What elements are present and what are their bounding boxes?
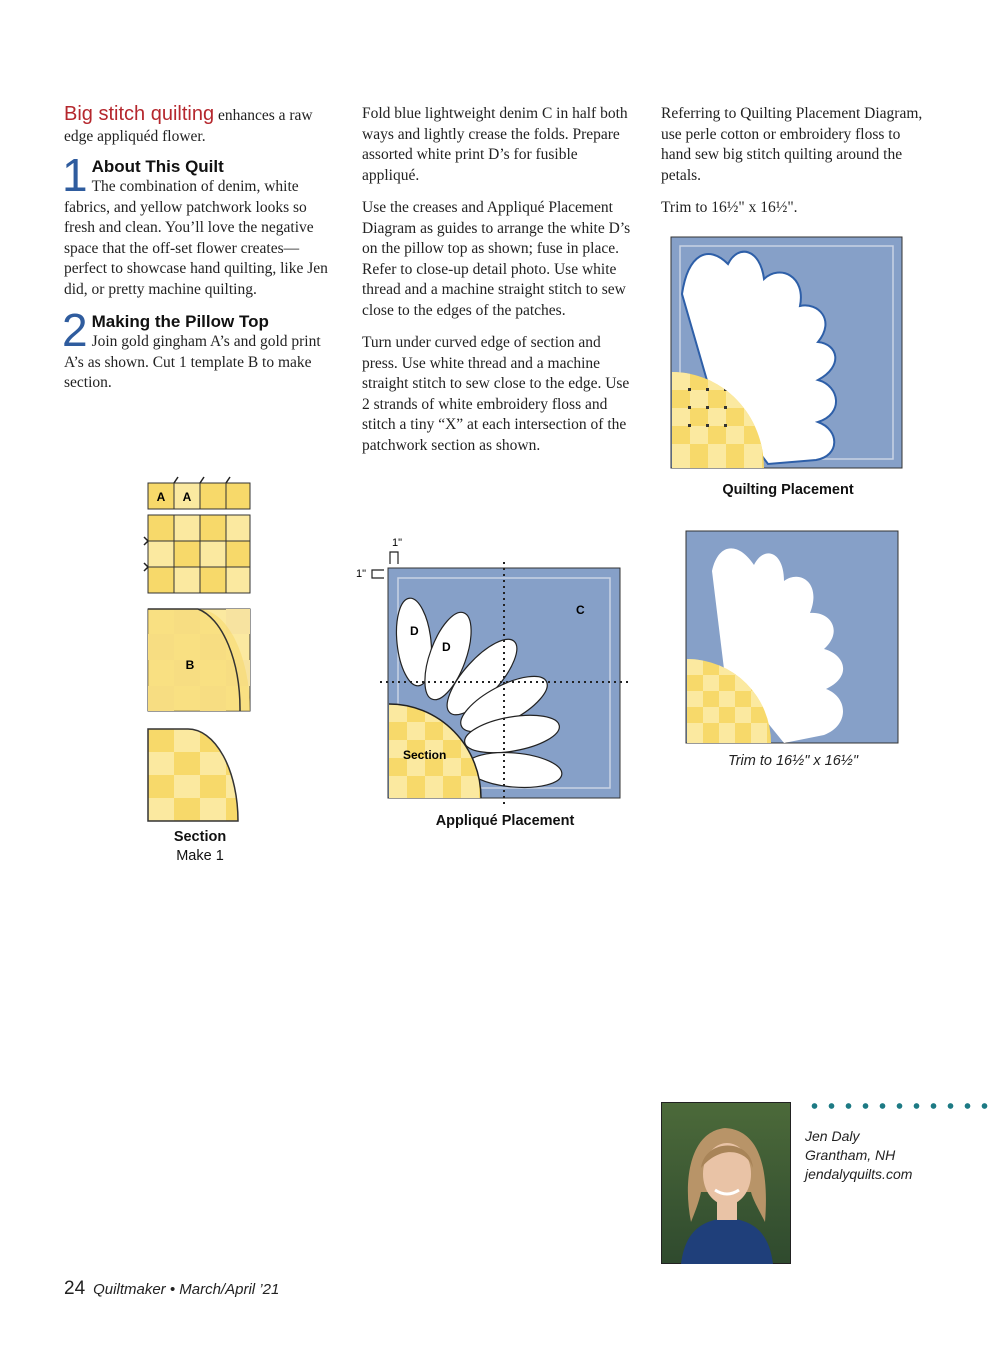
column-3 xyxy=(661,104,931,231)
dim-left: 1" xyxy=(356,568,367,580)
issue-date: • March/April ’21 xyxy=(165,1281,280,1298)
step-2 xyxy=(62,304,334,394)
dim-top: 1" xyxy=(392,537,403,549)
label-c: C xyxy=(576,603,585,617)
finished-section xyxy=(148,729,250,821)
designer-website[interactable]: jendalyquilts.com xyxy=(805,1166,913,1182)
col2-para-1: Fold blue lightweight denim C in half both ways and lightly crease the folds. Prepare assorted white print D’s for fusible appliqué. xyxy=(362,105,628,184)
col2-para-2: Use the creases and Appliqué Placement Diagram as guides to arrange the white D’s on the pillow top as shown; fuse in place. Refer to close-up detail photo. Use white thread and a machine straight stitch to sew close to the edges of the patches. xyxy=(362,199,631,319)
label-d-2: D xyxy=(442,640,451,654)
step-2-heading: Making the Pillow Top xyxy=(91,312,269,331)
section-caption-title: Section xyxy=(173,829,227,845)
applique-caption-title: Appliqué Placement xyxy=(435,813,575,829)
step-1-heading: About This Quilt xyxy=(91,157,224,176)
trimmed-diagram xyxy=(684,529,902,747)
patchwork-grid xyxy=(148,515,250,593)
dotted-rule xyxy=(806,1101,993,1111)
designer-bio xyxy=(805,1127,985,1184)
page-number: 24 xyxy=(64,1278,86,1299)
intro-rest: enhances a raw edge appliquéd flower. xyxy=(64,107,313,145)
column-2 xyxy=(362,104,634,468)
template-b-block xyxy=(148,609,250,711)
quilting-caption-title: Quilting Placement xyxy=(722,482,854,498)
section-caption-sub: Make 1 xyxy=(176,848,224,864)
intro-lead: Big stitch quilting xyxy=(64,103,215,125)
label-section: Section xyxy=(403,748,447,762)
quilting-placement-diagram xyxy=(668,234,908,474)
trim-caption: Trim to 16½" x 16½" xyxy=(727,753,859,769)
column-1 xyxy=(64,104,334,394)
applique-placement-diagram xyxy=(352,532,634,810)
step-1-number: 1 xyxy=(62,149,88,201)
label-a-1: A xyxy=(156,490,166,504)
section-caption xyxy=(140,828,260,866)
section-assembly-diagram xyxy=(140,475,260,830)
designer-name: Jen Daly xyxy=(805,1128,860,1144)
label-a-2: A xyxy=(182,490,192,504)
col3-para-1: Referring to Quilting Placement Diagram, use perle cotton or embroidery floss to hand sew big stitch quilting around the petals. xyxy=(661,105,923,184)
step-2-number: 2 xyxy=(62,304,88,356)
step-1-body: The combination of denim, white fabrics, and yellow patchwork looks so fresh and clean. You’ll love the negative space that the off-set flower creates—perfect to showcase hand quilting, like Jen did, or pretty machine quilting. xyxy=(64,178,328,298)
designer-location: Grantham, NH xyxy=(805,1147,896,1163)
applique-caption xyxy=(380,813,630,829)
quilting-caption xyxy=(668,482,908,498)
magazine-name: Quiltmaker xyxy=(93,1281,166,1298)
designer-photo xyxy=(661,1102,791,1264)
col2-para-3: Turn under curved edge of section and press. Use white thread and a machine straight stitch to sew close to the edge. Use 2 strands of white embroidery floss and stitch a tiny “X” at each intersection of the patchwork section as shown. xyxy=(362,334,630,454)
step-1 xyxy=(62,149,334,300)
label-d-1: D xyxy=(410,624,419,638)
page-footer xyxy=(64,1278,279,1300)
label-b: B xyxy=(185,658,195,672)
intro xyxy=(64,104,334,147)
step-2-body: Join gold gingham A’s and gold print A’s as shown. Cut 1 template B to make section. xyxy=(64,333,321,391)
col3-para-2: Trim to 16½" x 16½". xyxy=(661,199,798,216)
